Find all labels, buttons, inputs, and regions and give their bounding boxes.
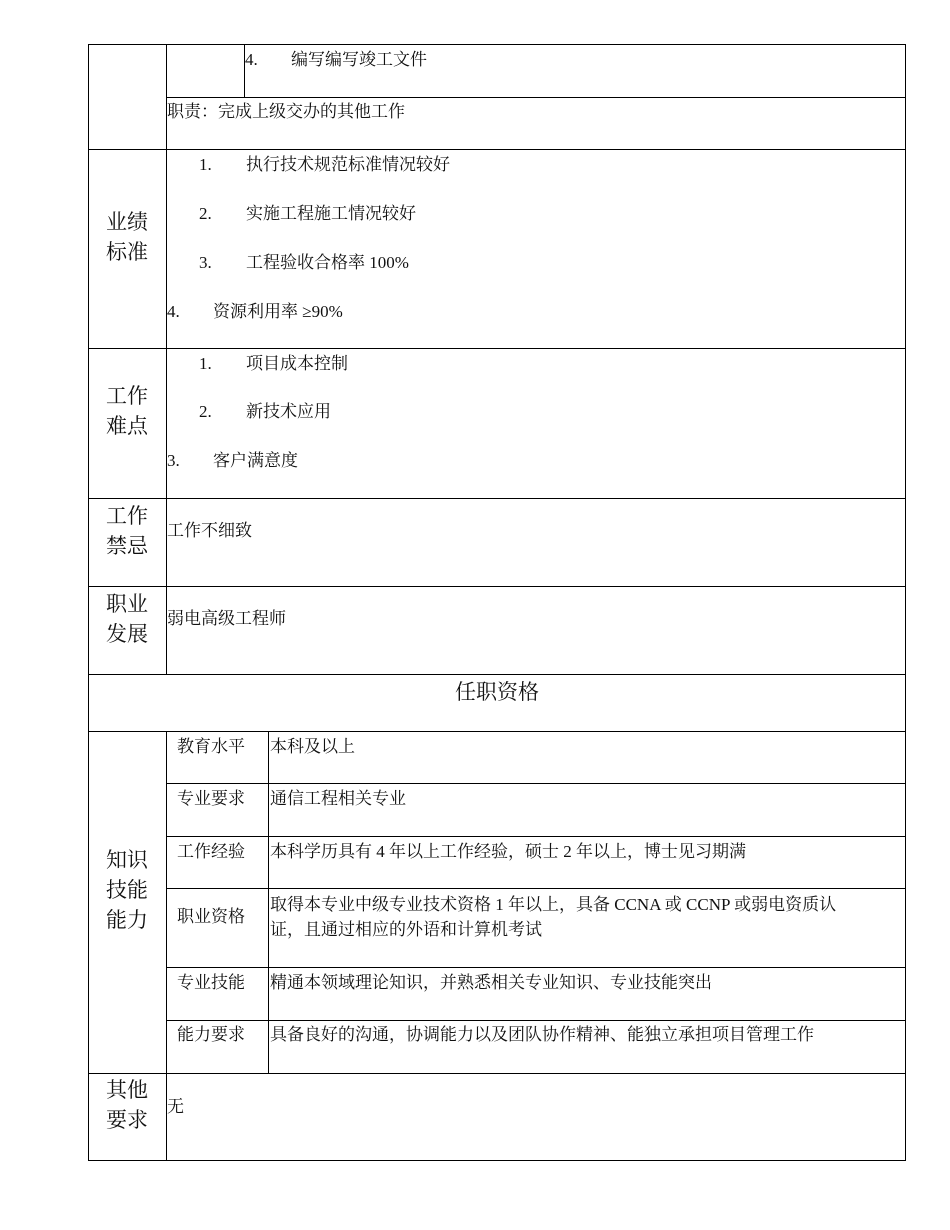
item-number: 1. [199, 155, 212, 174]
duty-text: 职责：完成上级交办的其他工作 [167, 102, 405, 121]
label-line: 其他 [106, 1078, 148, 1102]
item-number: 4. [167, 302, 180, 321]
label-line: 发展 [106, 622, 148, 646]
qualification-header: 任职资格 [455, 680, 539, 704]
knowledge-value: 证，且通过相应的外语和计算机考试 [270, 920, 542, 939]
table-border-bottom [88, 1160, 906, 1161]
knowledge-value: 通信工程相关专业 [270, 789, 406, 808]
knowledge-key: 专业技能 [177, 973, 245, 992]
difficulty-item: 项目成本控制 [246, 354, 348, 373]
performance-item: 实施工程施工情况较好 [246, 204, 416, 223]
knowledge-value: 本科及以上 [270, 737, 355, 756]
item-number: 4. [245, 50, 258, 69]
other-text: 无 [167, 1097, 184, 1116]
item-number: 3. [167, 451, 180, 470]
row-line [88, 149, 906, 150]
row-line [166, 1020, 906, 1021]
performance-item: 资源利用率 ≥90% [213, 302, 343, 321]
row-line [88, 1073, 906, 1074]
knowledge-key: 能力要求 [177, 1025, 245, 1044]
row-line [166, 967, 906, 968]
label-line: 标准 [106, 240, 148, 264]
item-number: 1. [199, 354, 212, 373]
difficulty-label [88, 381, 166, 441]
label-line: 知识 [106, 848, 148, 872]
task-item-text: 编写编写竣工文件 [291, 50, 427, 69]
item-number: 2. [199, 402, 212, 421]
label-line: 要求 [106, 1108, 148, 1132]
row-line [166, 836, 906, 837]
row-line [166, 888, 906, 889]
row-line [88, 586, 906, 587]
knowledge-label [88, 845, 166, 935]
career-text: 弱电高级工程师 [167, 609, 286, 628]
other-label [88, 1075, 166, 1135]
performance-label [88, 207, 166, 267]
career-label [88, 589, 166, 649]
label-column-divider-top [166, 44, 167, 674]
label-line: 工作 [106, 504, 148, 528]
performance-item: 执行技术规范标准情况较好 [246, 155, 450, 174]
knowledge-key: 职业资格 [177, 907, 245, 926]
row-line [88, 498, 906, 499]
difficulty-item: 新技术应用 [246, 402, 331, 421]
label-line: 禁忌 [106, 534, 148, 558]
knowledge-value: 具备良好的沟通，协调能力以及团队协作精神、能独立承担项目管理工作 [270, 1025, 814, 1044]
label-line: 能力 [106, 908, 148, 932]
performance-item: 工程验收合格率 100% [246, 253, 409, 272]
knowledge-key: 工作经验 [177, 842, 245, 861]
row-line [88, 674, 906, 675]
item-number: 2. [199, 204, 212, 223]
difficulty-item: 客户满意度 [213, 451, 298, 470]
row-line [166, 97, 906, 98]
table-border-right [905, 44, 906, 1161]
label-line: 难点 [106, 414, 148, 438]
knowledge-value: 本科学历具有 4 年以上工作经验，硕士 2 年以上，博士见习期满 [270, 842, 746, 861]
row-line [88, 731, 906, 732]
label-line: 职业 [106, 592, 148, 616]
item-number: 3. [199, 253, 212, 272]
knowledge-value: 精通本领域理论知识，并熟悉相关专业知识、专业技能突出 [270, 973, 712, 992]
taboo-label [88, 501, 166, 561]
table-border-top [88, 44, 906, 45]
label-line: 工作 [106, 384, 148, 408]
knowledge-value: 取得本专业中级专业技术资格 1 年以上，具备 CCNA 或 CCNP 或弱电资质认 [270, 895, 837, 914]
label-line: 技能 [106, 878, 148, 902]
knowledge-key: 教育水平 [177, 737, 245, 756]
knowledge-key: 专业要求 [177, 789, 245, 808]
label-line: 业绩 [106, 210, 148, 234]
row-line [88, 348, 906, 349]
taboo-text: 工作不细致 [167, 521, 252, 540]
row-line [166, 783, 906, 784]
